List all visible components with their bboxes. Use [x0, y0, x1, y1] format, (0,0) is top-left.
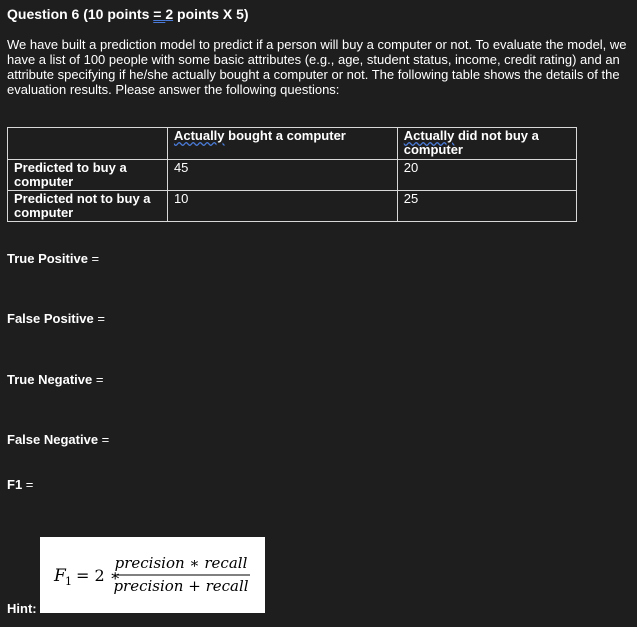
cell-false-positive-value: 20: [397, 160, 576, 191]
formula-numerator: precision ∗ recall: [114, 554, 248, 572]
cell-true-positive-value: 45: [167, 160, 397, 191]
table-row: [8, 160, 577, 191]
question-title: Question 6 (10 points = 2 points X 5): [7, 6, 249, 22]
row-label-predicted-buy: Predicted to buy a computer: [8, 160, 168, 191]
header-actually-bought: Actually bought a computer: [167, 128, 397, 160]
formula-lhs-sub: 1: [65, 575, 72, 588]
question-intro: We have built a prediction model to predict if a person will buy a computer or not. To evaluate the model, we have a list of 100 people with some basic attributes (e.g., age, student status, income, credit rating) and an attribute specifying if he/she actually bought a computer or not. The following table shows the details of the evaluation results. Please answer the following questions:: [7, 37, 627, 97]
f1-formula-svg: [40, 537, 265, 613]
formula-lhs-eq: = 2 ∗: [76, 566, 121, 585]
f1-label: F1 =: [7, 477, 34, 492]
false-positive-label: False Positive =: [7, 311, 105, 326]
formula-denominator: precision + recall: [113, 577, 249, 595]
false-negative-label: False Negative =: [7, 432, 110, 447]
f1-formula-image: [40, 537, 265, 613]
cell-true-negative-value: 25: [397, 191, 576, 222]
row-label-predicted-not-buy: Predicted not to buy a computer: [8, 191, 168, 222]
true-positive-label: True Positive =: [7, 251, 100, 266]
true-negative-label: True Negative =: [7, 372, 104, 387]
header-actually-not-bought: Actually did not buy a computer: [397, 128, 576, 160]
formula-lhs-var: F: [54, 566, 66, 586]
table-corner-cell: [8, 128, 168, 160]
table-header-row: [8, 128, 577, 160]
cell-false-negative-value: 10: [167, 191, 397, 222]
hint-label: Hint:: [7, 601, 37, 616]
evaluation-results-table: [7, 127, 577, 222]
table-row: [8, 191, 577, 222]
